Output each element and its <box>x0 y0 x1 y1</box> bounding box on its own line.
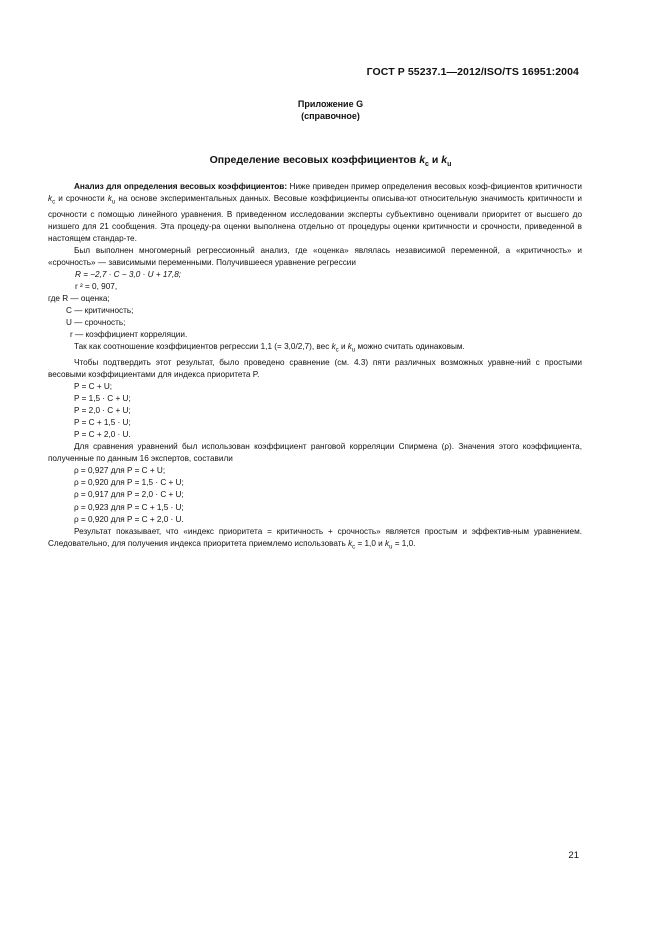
paragraph-2: Был выполнен многомерный регрессионный анализ, где «оценка» являлась независимой переменной, а «критичность» и «срочность» — зависимыми переменными. Получившееся уравнение регрессии <box>48 245 582 267</box>
title-k1-sub: c <box>425 161 429 169</box>
title-and: и <box>431 154 439 166</box>
rho-5: ρ = 0,920 для P = C + 2,0 · U. <box>74 514 184 524</box>
appendix-heading <box>0 98 661 122</box>
page-number: 21 <box>568 850 579 861</box>
section-title <box>0 154 661 168</box>
equation-3: P = 2,0 · C + U; <box>74 406 131 416</box>
title-text: Определение весовых коэффициентов <box>209 154 417 166</box>
paragraph-1-lead: Анализ для определения весовых коэффициентов: <box>74 182 288 191</box>
paragraph-5: Для сравнения уравнений был использован коэффициент ранговой корреляции Спирмена (ρ). Значения этого коэффициента, полученные по данным 16 экспертов, составили <box>48 442 582 464</box>
equation-2: P = 1,5 · C + U; <box>74 394 131 404</box>
paragraph-1: Анализ для определения весовых коэффициентов: Ниже приведен пример определения весовых коэф-фициентов критичности $k_c$ и срочности $k_u$ на основе экспериментальных данных. Весовые коэффициенты описыва-ют относительную значимость критичности и срочности с помощью линейного уравнения. В приведенном исследовании эксперты субъективно оценивали приоритет от высшего до низшего для 21 сообщения. Эта процеду-ра оценки выполнена отдельно от процедуры оценки критичности и срочности, приведенной в настоящем стандар-те. <box>48 182 582 243</box>
equation-r2: r ² = 0, 907, <box>75 282 118 292</box>
paragraph-1-text-c: на основе экспериментальных данных. Весовые коэффициенты описыва-ют относительную значимость критичности и срочности с помощью линейного уравнения. В приведенном исследовании эксперты субъективно оценивали приоритет от высшего до низшего для 21 сообщения. Эта процеду-ра оценки выполнена отдельно от процедуры оценки критичности и срочности, приведенной в настоящем стандар-те. <box>48 194 582 243</box>
paragraph-3-text-c: можно считать одинаковым. <box>355 342 465 352</box>
title-k2: k <box>441 154 448 166</box>
where-R: где R — оценка; <box>48 294 110 304</box>
rho-3: ρ = 0,917 для P = 2,0 · C + U; <box>74 490 184 500</box>
equation-5: P = C + 2,0 · U. <box>74 430 131 440</box>
title-k2-sub: u <box>447 161 452 169</box>
document-body <box>48 181 582 553</box>
where-U: U — срочность; <box>66 318 126 328</box>
paragraph-1-text-a: Ниже приведен пример определения весовых коэф-фициентов критичности <box>287 182 582 191</box>
appendix-label: Приложение G <box>297 99 364 109</box>
rho-4: ρ = 0,923 для P = C + 1,5 · U; <box>74 502 184 512</box>
equation-4: P = C + 1,5 · U; <box>74 418 131 428</box>
title-k1: k <box>419 154 426 166</box>
equation-1: P = C + U; <box>74 382 113 392</box>
appendix-type: (справочное) <box>301 111 360 121</box>
standard-header: ГОСТ Р 55237.1—2012/ISO/TS 16951:2004 <box>366 66 579 78</box>
paragraph-6-text-b: = 1,0 и <box>355 538 386 548</box>
paragraph-3-text-b: и <box>338 342 348 352</box>
paragraph-6-text-c: = 1,0. <box>392 538 416 548</box>
paragraph-6-text-a: Результат показывает, что «индекс приоритета = критичность + срочность» является простым и эффектив-ным уравнением. Следовательно, для получения индекса приоритета приемлемо использовать <box>48 526 582 548</box>
rho-1: ρ = 0,927 для P = C + U; <box>74 466 166 476</box>
rho-2: ρ = 0,920 для P = 1,5 · C + U; <box>74 478 184 488</box>
paragraph-3: Так как соотношение коэффициентов регрессии 1,1 (= 3,0/2,7), вес $k_c$ и $k_u$ можно считать одинаковым. <box>74 342 465 354</box>
where-r: r — коэффициент корреляции. <box>70 330 188 340</box>
paragraph-1-text-b: и срочности <box>55 194 108 204</box>
where-C: C — критичность; <box>66 306 134 316</box>
paragraph-3-text-a: Так как соотношение коэффициентов регрессии 1,1 (= 3,0/2,7), вес <box>74 342 332 352</box>
equation-regression: R = −2,7 · C − 3,0 · U + 17,8; <box>75 269 182 279</box>
paragraph-6: Результат показывает, что «индекс приоритета = критичность + срочность» является простым и эффектив-ным уравнением. Следовательно, для получения индекса приоритета приемлемо использовать $k_c = 1,0$ и $k_u = 1,0$. <box>48 526 582 551</box>
paragraph-4: Чтобы подтвердить этот результат, было проведено сравнение (см. 4.3) пяти различных возможных уравне-ний с простыми весовыми коэффициентами для индекса приоритета P. <box>48 357 582 379</box>
